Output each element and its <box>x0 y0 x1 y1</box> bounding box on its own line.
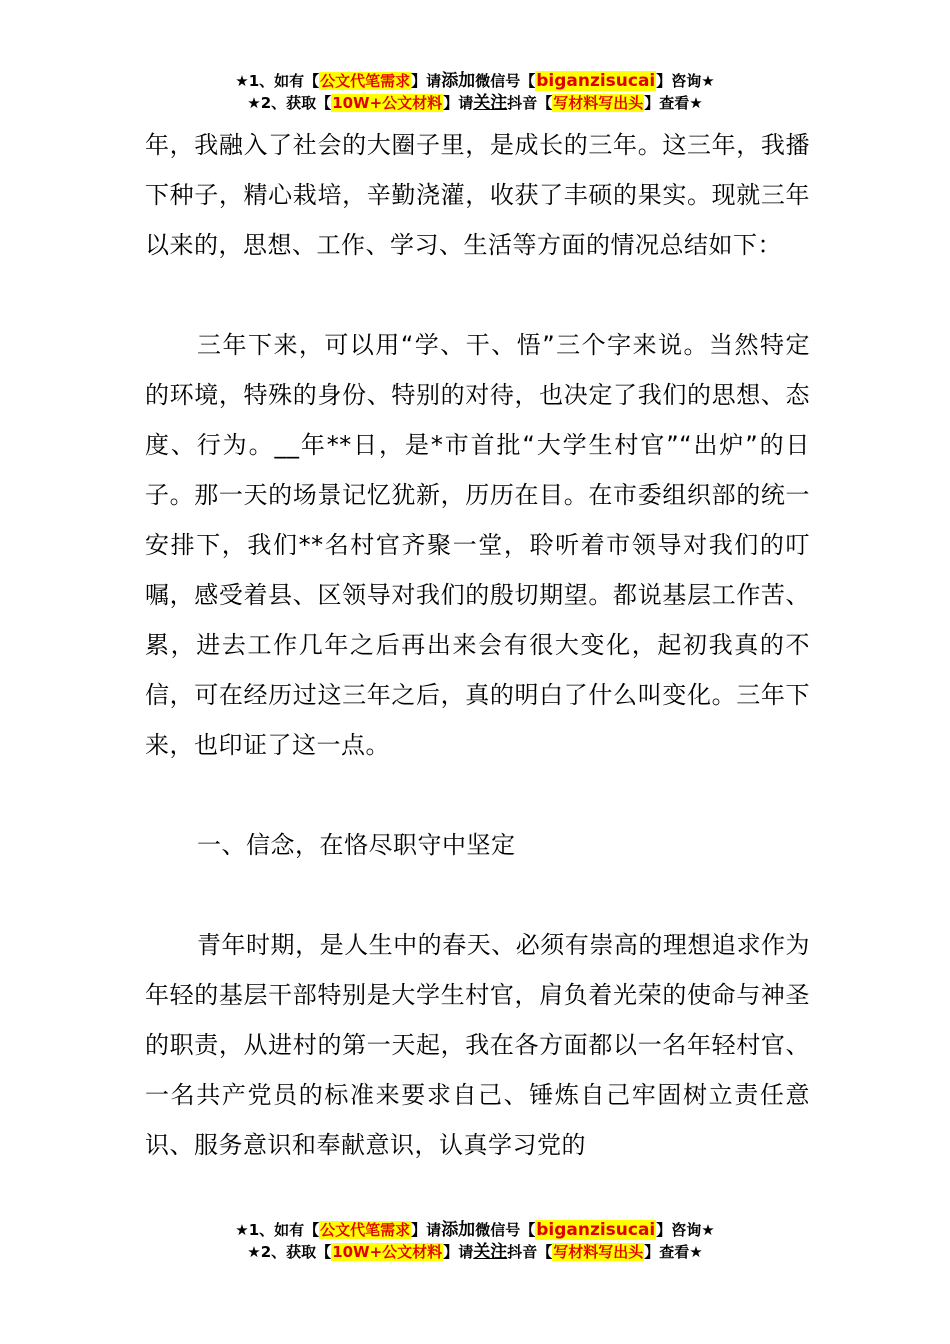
banner-text: 】查看★ <box>644 1243 703 1261</box>
banner-emphasis: 添加 <box>441 1220 476 1240</box>
banner-line-1 <box>0 70 950 92</box>
banner-emphasis: 关注 <box>473 1242 508 1262</box>
banner-text: 抖音【 <box>507 94 553 112</box>
paragraph-1: 年，我融入了社会的大圈子里，是成长的三年。这三年，我播下种子，精心栽培，辛勤浇灌，收获了丰硕的果实。现就三年以来的，思想、工作、学习、生活等方面的情况总结如下： <box>145 131 810 259</box>
paragraph-3: 青年时期，是人生中的春天、必须有崇高的理想追求作为年轻的基层干部特别是大学生村官，肩负着光荣的使命与神圣的职责，从进村的第一天起，我在各方面都以一名年轻村官、一名共产党员的标准来要求自己、锤炼自己牢固树立责任意识、服务意识和奉献意识，认真学习党的 <box>145 931 810 1159</box>
banner-text: ★1、如有【 <box>235 1221 320 1239</box>
paragraph-2: 三年下来，可以用“学、干、悟”三个字来说。当然特定的环境，特殊的身份、特别的对待，也决定了我们的思想、态度、行为。__年**日，是*市首批“大学生村官”“出炉”的日子。那一天的场景记忆犹新，历历在目。在市委组织部的统一安排下，我们**名村官齐聚一堂，聆听着市领导对我们的叮嘱，感受着县、区领导对我们的殷切期望。都说基层工作苦、累，进去工作几年之后再出来会有很大变化，起初我真的不信，可在经历过这三年之后，真的明白了什么叫变化。三年下来，也印证了这一点。 <box>145 331 810 759</box>
banner-wechat-id: biganzisucai <box>536 71 656 91</box>
banner-highlight: 写材料写出头 <box>553 1243 644 1261</box>
banner-text: 微信号【 <box>475 1221 536 1239</box>
banner-text: 】咨询★ <box>656 72 715 90</box>
banner-wechat-id: biganzisucai <box>536 1220 656 1240</box>
footer-banner <box>0 1219 950 1263</box>
header-banner <box>0 70 950 114</box>
banner-text: 微信号【 <box>475 72 536 90</box>
section-heading: 一、信念，在恪尽职守中坚定 <box>197 831 516 859</box>
banner-text: ★2、获取【 <box>247 1243 332 1261</box>
banner-emphasis: 关注 <box>473 93 508 113</box>
banner-text: 】查看★ <box>644 94 703 112</box>
banner-line-2 <box>0 1241 950 1263</box>
banner-text: ★1、如有【 <box>235 72 320 90</box>
banner-line-2 <box>0 92 950 114</box>
banner-highlight: 10W+公文材料 <box>332 94 443 112</box>
banner-text: ★2、获取【 <box>247 94 332 112</box>
banner-text: 】咨询★ <box>656 1221 715 1239</box>
banner-highlight: 公文代笔需求 <box>320 1221 411 1239</box>
document-body <box>145 120 810 1170</box>
banner-text: 】请 <box>443 1243 474 1261</box>
banner-text: 】请 <box>411 72 442 90</box>
banner-highlight: 公文代笔需求 <box>320 72 411 90</box>
banner-emphasis: 添加 <box>441 71 476 91</box>
banner-text: 】请 <box>411 1221 442 1239</box>
banner-highlight: 10W+公文材料 <box>332 1243 443 1261</box>
banner-text: 】请 <box>443 94 474 112</box>
banner-text: 抖音【 <box>507 1243 553 1261</box>
banner-line-1 <box>0 1219 950 1241</box>
banner-highlight: 写材料写出头 <box>553 94 644 112</box>
